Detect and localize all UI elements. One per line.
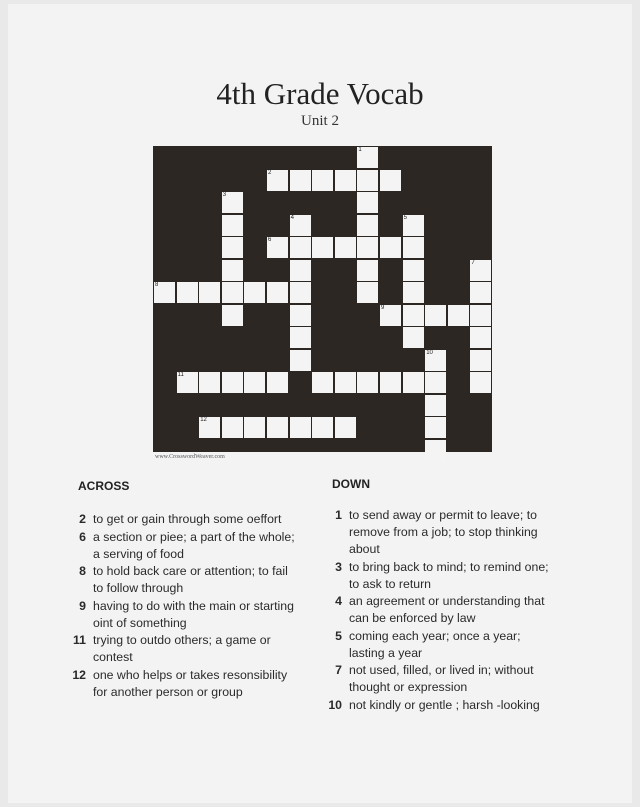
down-clue [320,593,620,627]
crossword-cell[interactable] [335,237,356,258]
cell-number: 10 [426,349,433,356]
crossword-cell[interactable] [154,282,175,303]
crossword-cell[interactable] [357,260,378,281]
across-heading: ACROSS [78,479,130,493]
clue-number: 9 [79,598,86,613]
crossword-cell[interactable] [312,237,333,258]
crossword-cell[interactable] [470,350,491,371]
clue-number: 2 [79,512,86,526]
cell-number: 5 [403,214,407,221]
crossword-cell[interactable] [199,417,220,438]
clue-number: 8 [79,564,86,578]
page-title: 4th Grade Vocab [216,76,424,111]
clue-text: to hold back care or attention; to fail to follow through [93,564,288,595]
clue-number: 7 [335,663,342,677]
crossword-cell[interactable] [290,170,311,191]
clue-number: 12 [72,667,86,682]
crossword-cell[interactable] [290,215,311,236]
clue-number: 1 [335,508,342,522]
clue-text: having to do with the main or starting oint of something [93,598,294,630]
crossword-cell[interactable] [425,372,446,393]
crossword-cell[interactable] [470,372,491,393]
crossword-cell[interactable] [222,215,243,236]
crossword-cell[interactable] [380,170,401,191]
clue-text: not used, filled, or lived in; without thought or expression [349,663,534,694]
clue-text: to bring back to mind; to remind one; to ask to return [349,559,549,591]
crossword-cell[interactable] [335,170,356,191]
crossword-cell[interactable] [199,372,220,393]
clue-number: 11 [73,633,86,647]
across-clue [64,529,326,563]
cell-number: 9 [381,304,385,311]
crossword-cell[interactable] [470,260,491,281]
crossword-cell[interactable] [222,237,243,258]
clue-text: to send away or permit to leave; to remove from a job; to stop thinking about [349,508,538,556]
crossword-cell[interactable] [425,395,446,416]
clue-text: an agreement or understanding that can be enforced by law [349,594,545,625]
crossword-cell[interactable] [425,417,446,438]
across-clue-list [64,511,326,701]
cell-number: 3 [222,192,227,198]
crossword-cell[interactable] [290,327,311,348]
clue-text: coming each year; once a year; lasting a year [349,628,521,660]
clue-text: not kindly or gentle ; harsh -looking [349,697,540,712]
crossword-cell[interactable] [380,372,401,393]
crossword-cell[interactable] [403,372,424,393]
crossword-cell[interactable] [357,192,378,213]
crossword-cell[interactable] [403,282,424,303]
crossword-cell[interactable] [244,372,265,393]
cell-number: 1 [358,147,362,153]
crossword-cell[interactable] [244,417,265,438]
down-clue [320,559,620,593]
crossword-cell[interactable] [267,170,288,191]
crossword-cell[interactable] [222,305,243,326]
crossword-cell[interactable] [448,305,469,326]
crossword-cell[interactable] [199,282,220,303]
across-clue [64,632,326,666]
clue-text: to get or gain through some oeffort [93,512,282,526]
crossword-cell[interactable] [470,282,491,303]
crossword-cell[interactable] [290,237,311,258]
crossword-cell[interactable] [380,305,401,326]
clue-number: 5 [335,628,342,643]
across-clue [64,563,326,597]
cell-number: 2 [268,169,272,176]
crossword-cell[interactable] [177,372,198,393]
clue-text: a section or piee; a part of the whole; a serving of food [93,529,295,561]
down-clue [320,507,620,558]
crossword-cell[interactable] [403,260,424,281]
crossword-cell[interactable] [222,417,243,438]
crossword-cell[interactable] [267,282,288,303]
watermark: www.CrosswordWeaver.com [155,454,225,460]
crossword-cell[interactable] [335,417,356,438]
clue-number: 10 [328,697,342,712]
crossword-cell[interactable] [290,305,311,326]
cell-number: 6 [268,237,272,243]
crossword-cell[interactable] [357,170,378,191]
across-clue [64,511,326,528]
crossword-cell[interactable] [357,372,378,393]
crossword-cell[interactable] [357,237,378,258]
crossword-cell[interactable] [177,282,198,303]
crossword-cell[interactable] [244,282,265,303]
cell-number: 12 [200,417,207,423]
crossword-cell[interactable] [290,350,311,371]
down-heading: DOWN [332,477,370,491]
clue-text: one who helps or takes resonsibility for another person or group [93,667,288,699]
crossword-cell[interactable] [425,350,446,371]
cell-number: 8 [155,282,159,288]
crossword-cell[interactable] [470,305,491,326]
crossword-cell[interactable] [403,327,424,348]
page-subtitle: Unit 2 [301,113,339,129]
crossword-cell[interactable] [470,327,491,348]
crossword-cell[interactable] [357,215,378,236]
crossword-cell[interactable] [312,170,333,191]
across-clue [64,667,326,701]
crossword-cell[interactable] [312,417,333,438]
crossword-cell[interactable] [335,372,356,393]
crossword-cell[interactable] [267,372,288,393]
crossword-cell[interactable] [222,282,243,303]
clue-text: trying to outdo others; a game or contest [93,633,271,664]
crossword-cell[interactable] [267,237,288,258]
cell-number: 7 [471,259,475,266]
crossword-cell[interactable] [312,372,333,393]
down-clue [320,662,620,696]
down-clue-list [320,507,620,714]
crossword-cell[interactable] [290,260,311,281]
crossword-cell[interactable] [425,305,446,326]
crossword-cell[interactable] [357,147,378,168]
crossword-cell[interactable] [290,417,311,438]
clue-number: 4 [335,594,342,608]
crossword-cell[interactable] [222,260,243,281]
crossword-cell[interactable] [403,215,424,236]
cell-number: 11 [177,372,184,378]
crossword-cell[interactable] [357,282,378,303]
cell-number: 4 [290,214,294,221]
down-clue [320,628,620,662]
down-clue [320,697,620,714]
crossword-cell[interactable] [380,237,401,258]
crossword-cell[interactable] [222,372,243,393]
across-clue [64,598,326,632]
crossword-grid [153,146,492,452]
crossword-cell[interactable] [267,417,288,438]
crossword-cell[interactable] [425,440,446,461]
crossword-cell[interactable] [222,192,243,213]
clue-number: 6 [79,529,86,544]
crossword-cell[interactable] [403,305,424,326]
crossword-cell[interactable] [403,237,424,258]
crossword-cell[interactable] [290,282,311,303]
clue-number: 3 [335,559,342,574]
